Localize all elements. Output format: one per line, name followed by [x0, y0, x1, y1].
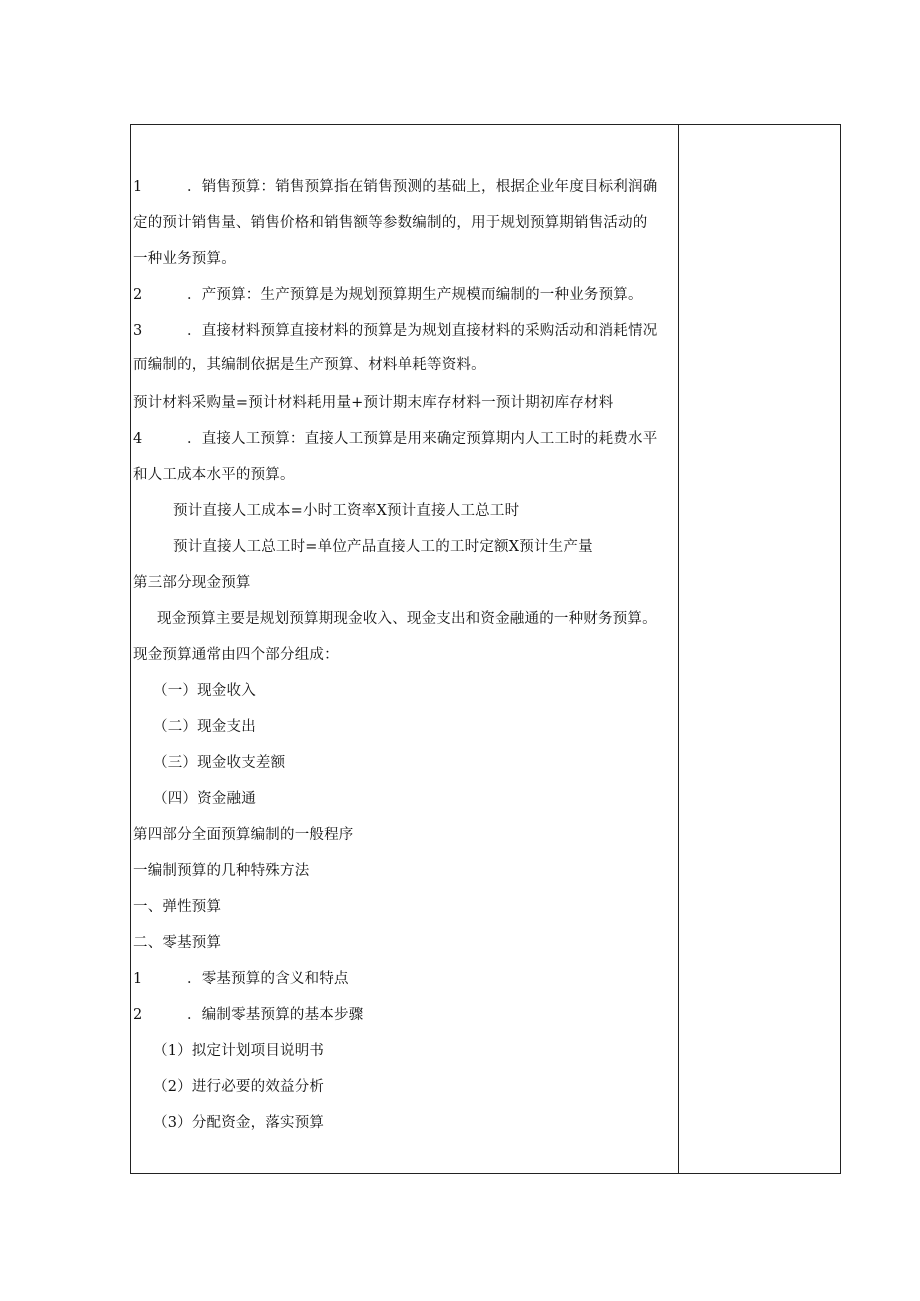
- text-line: 和人工成本水平的预算。: [133, 467, 295, 483]
- list-item: （四）资金融通: [153, 791, 256, 807]
- list-item: （一）现金收入: [153, 683, 256, 699]
- text-line: [133, 1005, 363, 1025]
- item-number: 1: [133, 179, 143, 195]
- text-line: 定的预计销售量、销售价格和销售额等参数编制的，用于规划预算期销售活动的: [133, 215, 648, 231]
- item-number: 1: [133, 971, 143, 987]
- line-text: ．直接材料预算直接材料的预算是为规划直接材料的采购活动和消耗情况: [187, 323, 658, 339]
- text-line: 二、零基预算: [133, 935, 222, 951]
- item-number: 3: [133, 323, 143, 339]
- item-number: 4: [133, 431, 143, 447]
- section-heading: 第四部分全面预算编制的一般程序: [133, 827, 354, 843]
- text-line: 一种业务预算。: [133, 251, 236, 267]
- list-item: （1）拟定计划项目说明书: [153, 1043, 325, 1059]
- line-text: ．零基预算的含义和特点: [187, 971, 349, 987]
- text-line: 现金预算主要是规划预算期现金收入、现金支出和资金融通的一种财务预算。: [157, 611, 657, 627]
- line-text: ．直接人工预算：直接人工预算是用来确定预算期内人工工时的耗费水平: [187, 431, 658, 447]
- line-text: ．产预算：生产预算是为规划预算期生产规模而编制的一种业务预算。: [187, 287, 643, 303]
- text-line: 一编制预算的几种特殊方法: [133, 863, 310, 879]
- line-text: ．销售预算：销售预算指在销售预测的基础上，根据企业年度目标利润确: [187, 179, 658, 195]
- list-item: （3）分配资金，落实预算: [153, 1115, 325, 1131]
- list-item: （二）现金支出: [153, 719, 256, 735]
- item-number: 2: [133, 287, 143, 303]
- text-line: [133, 321, 657, 341]
- section-heading: 第三部分现金预算: [133, 575, 251, 591]
- list-item: （2）进行必要的效益分析: [153, 1079, 325, 1095]
- text-line: 现金预算通常由四个部分组成：: [133, 647, 339, 663]
- line-text: ．编制零基预算的基本步骤: [187, 1007, 364, 1023]
- list-item: （三）现金收支差额: [153, 755, 286, 771]
- text-line: 而编制的，其编制依据是生产预算、材料单耗等资料。: [133, 357, 486, 373]
- side-cell: [679, 125, 840, 1173]
- text-line: [133, 177, 657, 197]
- text-line: 一、弹性预算: [133, 899, 222, 915]
- text-line: [133, 285, 643, 305]
- formula-line: 预计直接人工成本=小时工资率X预计直接人工总工时: [173, 503, 520, 519]
- content-cell: [133, 125, 677, 1173]
- text-line: [133, 429, 657, 449]
- formula-line: 预计直接人工总工时=单位产品直接人工的工时定额X预计生产量: [173, 539, 593, 555]
- text-line: [133, 969, 349, 989]
- item-number: 2: [133, 1007, 143, 1023]
- document-table: [130, 124, 841, 1174]
- formula-line: 预计材料采购量=预计材料耗用量+预计期末库存材料一预计期初库存材料: [133, 395, 614, 411]
